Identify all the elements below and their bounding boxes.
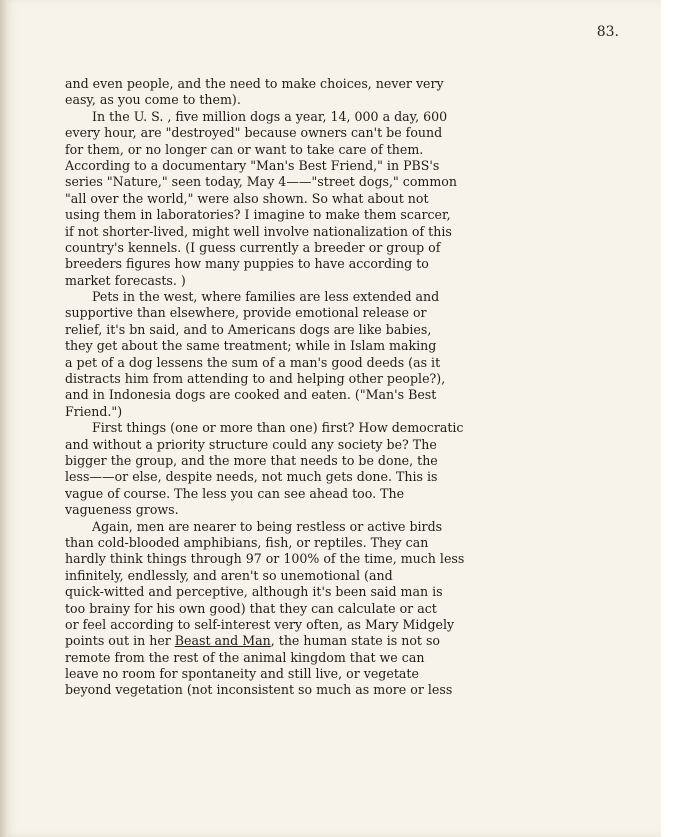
text-segment: too brainy for his own good) that they can calculate or act <box>65 600 437 616</box>
text-line <box>65 682 585 698</box>
text-line <box>65 568 585 584</box>
text-line <box>65 486 585 502</box>
text-segment: beyond vegetation (not inconsistent so much as more or less <box>65 682 453 698</box>
text-line <box>65 650 585 666</box>
page-gutter <box>0 0 8 837</box>
text-line <box>65 92 585 108</box>
text-line <box>65 158 585 174</box>
marked-phrase: rest of the animal <box>173 649 287 665</box>
text-line <box>65 256 585 272</box>
text-line <box>65 76 585 92</box>
text-line <box>65 617 585 633</box>
text-segment: points out in her <box>65 633 175 649</box>
text-segment: market forecasts. ) <box>65 272 186 288</box>
text-line <box>65 551 585 567</box>
text-segment: hardly think things through 97 or 100% of the time, much less <box>65 551 465 567</box>
text-segment: breeders figures how many puppies to have according to <box>65 256 429 272</box>
page-number: 83. <box>596 24 619 40</box>
text-segment: , the human state is not so <box>270 633 441 649</box>
text-line <box>65 420 585 436</box>
text-line <box>65 240 585 256</box>
text-segment: or feel according to self-interest very often, as Mary Midgely <box>65 616 455 632</box>
text-segment: remote from the <box>65 649 174 665</box>
text-line <box>65 338 585 354</box>
text-segment: and in Indonesia dogs are cooked and eaten. ("Man's Best <box>65 387 437 403</box>
text-line <box>65 633 585 649</box>
text-segment: country's kennels. (I guess currently a breeder or group of <box>65 239 441 255</box>
text-segment: they get about the same treatment; while in Islam making <box>65 338 437 354</box>
text-line <box>65 289 585 305</box>
text-line <box>65 355 585 371</box>
text-segment: for them, or no longer can or want to take care of them. <box>65 141 424 157</box>
text-line <box>65 273 585 289</box>
text-line <box>65 305 585 321</box>
text-segment: if not shorter-lived, might well involve nationalization of this <box>65 223 452 239</box>
text-line <box>65 371 585 387</box>
text-line <box>65 666 585 682</box>
text-segment: "all over the world," were also shown. So what about not <box>65 190 429 206</box>
text-segment: a pet of a dog lessens the sum of a man's good deeds (as it <box>65 354 441 370</box>
book-title: Beast and Man <box>174 633 271 649</box>
text-line <box>65 322 585 338</box>
text-segment: vague of course. The less you can see ahead too. The <box>65 485 405 501</box>
text-segment: bigger the group, and the more that needs to be done, the <box>65 452 438 468</box>
text-segment: infinitely, endlessly, and aren't so unemotional (and <box>65 567 393 583</box>
text-line <box>65 469 585 485</box>
text-line <box>65 404 585 420</box>
text-segment: series "Nature," seen today, May 4——"street dogs," common <box>65 174 457 190</box>
text-segment: In the U. S. , five million dogs a year, 14, 000 a day, 600 <box>92 108 448 124</box>
text-segment: supportive than elsewhere, provide emotional release or <box>65 305 427 321</box>
text-line <box>65 191 585 207</box>
text-segment: distracts him from attending to and helping other people?), <box>65 371 446 387</box>
text-line <box>65 535 585 551</box>
text-line <box>65 453 585 469</box>
text-segment: and even people, and the need to make choices, never very <box>65 76 444 91</box>
text-segment: easy, as you come to them). <box>65 92 241 108</box>
text-segment: relief, it's bn said, and to Americans dogs are like babies, <box>65 321 432 337</box>
body-text <box>65 76 585 699</box>
text-line <box>65 387 585 403</box>
text-segment: than cold-blooded amphibians, fish, or reptiles. They can <box>65 534 429 550</box>
text-segment: vagueness grows. <box>65 502 179 518</box>
text-segment: and without a priority structure could any society be? The <box>65 436 437 452</box>
text-segment: Pets in the west, where families are less extended and <box>92 289 440 305</box>
text-line <box>65 207 585 223</box>
text-segment: First things (one or more than one) first? How democratic <box>92 420 464 436</box>
text-segment: leave no room for spontaneity and still live, or vegetate <box>65 666 419 682</box>
text-line <box>65 109 585 125</box>
text-line <box>65 584 585 600</box>
text-line <box>65 224 585 240</box>
text-line <box>65 519 585 535</box>
text-segment: less——or else, despite needs, not much gets done. This is <box>65 469 438 485</box>
text-segment: According to a documentary "Man's Best Friend," in PBS's <box>65 157 440 173</box>
text-segment: Friend.") <box>65 403 123 419</box>
text-line <box>65 502 585 518</box>
text-line <box>65 437 585 453</box>
text-line <box>65 601 585 617</box>
text-segment: kingdom that we can <box>286 649 425 665</box>
text-segment: Again, men are nearer to being restless or active birds <box>92 518 443 534</box>
text-line <box>65 174 585 190</box>
text-line <box>65 125 585 141</box>
text-segment: using them in laboratories? I imagine to make them scarcer, <box>65 207 451 223</box>
text-segment: quick-witted and perceptive, although it's been said man is <box>65 584 443 600</box>
text-line <box>65 142 585 158</box>
text-segment: every hour, are "destroyed" because owners can't be found <box>65 125 443 141</box>
